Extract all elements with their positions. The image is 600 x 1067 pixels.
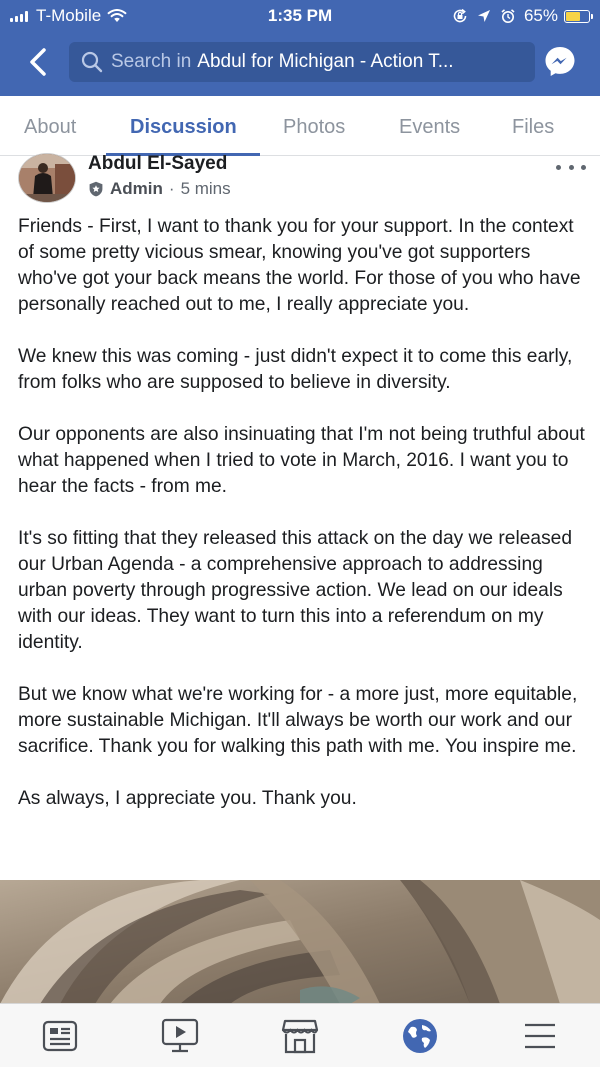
stone-arch-image: [0, 880, 600, 1004]
top-bar: [0, 0, 600, 96]
battery-percent: 65%: [523, 6, 558, 25]
avatar-image: [19, 154, 76, 203]
battery-icon: [564, 10, 590, 23]
post-timestamp[interactable]: 5 mins: [180, 179, 231, 198]
group-tabs: [0, 96, 600, 156]
notifications-tab[interactable]: [400, 1016, 440, 1056]
news-feed-tab[interactable]: [40, 1016, 80, 1056]
tab-events[interactable]: Events: [399, 116, 461, 138]
post-paragraph: It's so fitting that they released this attack on the day we released our Urban Agenda - a comprehensive approach to addressing urban poverty through progressive action. We lead on our ideals with our ideas. They want to turn this into a referendum on my identity.: [18, 528, 573, 653]
notifications-globe-icon: [402, 1018, 438, 1054]
watch-video-icon: [161, 1018, 199, 1054]
tab-about[interactable]: About: [24, 116, 77, 138]
battery-fill: [566, 12, 580, 21]
tab-photos[interactable]: Photos: [283, 116, 346, 138]
post-attached-photo[interactable]: [0, 880, 600, 1004]
status-time: 1:35 PM: [267, 6, 333, 25]
post-paragraph: Our opponents are also insinuating that I'm not being truthful about what happened when I tried to vote in March, 2016. I want you to hear the facts - from me.: [18, 424, 585, 497]
status-bar: [0, 0, 600, 32]
avatar[interactable]: [18, 153, 76, 203]
post-paragraph: But we know what we're working for - a more just, more equitable, more sustainable Michigan. It'll always be worth our work and our sacrifice. Thank you for walking this path with me. You inspire me.: [18, 684, 578, 757]
tab-files[interactable]: Files: [512, 116, 555, 138]
post-more-options-button[interactable]: [556, 157, 586, 177]
post-author-role: Admin: [110, 179, 163, 198]
search-prefix: Search in: [111, 51, 192, 72]
marketplace-tab[interactable]: [280, 1016, 320, 1056]
post-author[interactable]: Abdul El-Sayed: [88, 153, 228, 174]
bottom-navigation-bar: [0, 1003, 600, 1067]
admin-badge-icon: [88, 181, 104, 197]
group-search-input[interactable]: [69, 42, 535, 82]
messenger-icon[interactable]: [543, 45, 577, 79]
search-group-name: Abdul for Michigan - Action T...: [197, 51, 454, 72]
post-paragraph: As always, I appreciate you. Thank you.: [18, 788, 357, 809]
watch-tab[interactable]: [160, 1016, 200, 1056]
location-icon: [476, 8, 492, 24]
more-dot-icon: [569, 165, 574, 170]
post-meta: [88, 179, 231, 199]
carrier-label: T-Mobile: [36, 6, 102, 25]
back-button[interactable]: [20, 44, 56, 80]
post-paragraph: Friends - First, I want to thank you for your support. In the context of some pretty vicious smear, knowing you've got supporters who've got your back means the world. For those of you who have personally reached out to me, I really appreciate you.: [18, 216, 581, 315]
menu-icon: [523, 1022, 557, 1050]
meta-separator: ·: [168, 179, 175, 198]
navigation-bar: [0, 38, 600, 86]
search-icon: [81, 51, 103, 73]
tab-discussion[interactable]: Discussion: [130, 116, 237, 138]
post-body: [18, 214, 588, 838]
menu-tab[interactable]: [520, 1016, 560, 1056]
news-feed-icon: [42, 1020, 78, 1052]
post-paragraph: We knew this was coming - just didn't expect it to come this early, from folks who are supposed to believe in diversity.: [18, 346, 573, 393]
back-chevron-icon: [28, 47, 48, 77]
screen-lock-icon: [452, 8, 468, 24]
post-header: [0, 153, 600, 207]
marketplace-icon: [281, 1018, 319, 1054]
more-dot-icon: [581, 165, 586, 170]
alarm-icon: [500, 8, 516, 24]
more-dot-icon: [556, 165, 561, 170]
